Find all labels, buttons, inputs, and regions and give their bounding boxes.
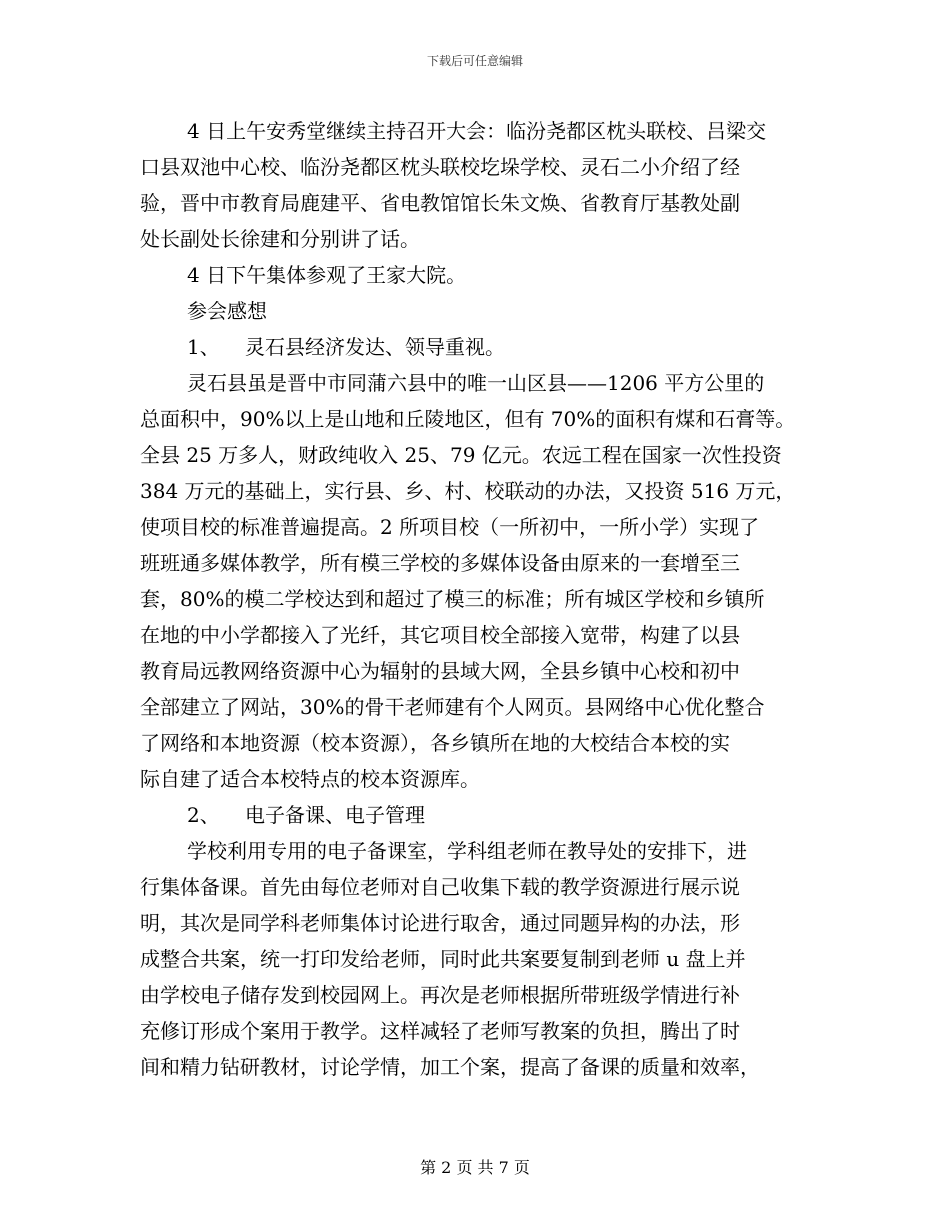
paragraph-line: 4 日上午安秀堂继续主持召开大会：临汾尧都区枕头联校、吕梁交 <box>187 119 767 143</box>
page-header: 下载后可任意编辑 <box>426 54 523 68</box>
paragraph-line: 口县双池中心校、临汾尧都区枕头联校圪垛学校、灵石二小介绍了经 <box>140 155 740 179</box>
paragraph-line: 行集体备课。首先由每位老师对自己收集下载的教学资源进行展示说 <box>140 875 740 899</box>
numbered-heading-1 <box>140 329 820 365</box>
paragraph-line: 4 日下午集体参观了王家大院。 <box>187 263 467 287</box>
paragraph-line: 学校利用专用的电子备课室，学科组老师在教导处的安排下，进 <box>187 839 747 863</box>
numbered-heading-2 <box>140 797 820 833</box>
paragraph-line: 在地的中小学都接入了光纤，其它项目校全部接入宽带，构建了以县 <box>140 623 740 647</box>
paragraph-line: 了网络和本地资源（校本资源），各乡镇所在地的大校结合本校的实 <box>140 731 730 755</box>
paragraph-line: 灵石县虽是晋中市同蒲六县中的唯一山区县——1206 平方公里的 <box>187 371 765 395</box>
paragraph-line: 充修订形成个案用于教学。这样减轻了老师写教案的负担，腾出了时 <box>140 1019 740 1043</box>
paragraph-line: 班班通多媒体教学，所有模三学校的多媒体设备由原来的一套增至三 <box>140 551 740 575</box>
paragraph-line: 教育局远教网络资源中心为辐射的县域大网，全县乡镇中心校和初中 <box>140 659 740 683</box>
document-body <box>140 113 820 1085</box>
paragraph-line: 处长副处长徐建和分别讲了话。 <box>140 227 420 251</box>
paragraph-line: 384 万元的基础上，实行县、乡、村、校联动的办法，又投资 516 万元， <box>140 479 796 503</box>
paragraph-line: 使项目校的标准普遍提高。2 所项目校（一所初中，一所小学）实现了 <box>140 515 760 539</box>
paragraph-line: 间和精力钻研教材，讨论学情，加工个案，提高了备课的质量和效率， <box>140 1055 760 1079</box>
list-number: 1、 <box>187 335 220 359</box>
paragraph-line: 全县 25 万多人，财政纯收入 25、79 亿元。农远工程在国家一次性投资 <box>140 443 782 467</box>
paragraph-line: 全部建立了网站，30%的骨干老师建有个人网页。县网络中心优化整合 <box>140 695 765 719</box>
paragraph-line: 明，其次是同学科老师集体讨论进行取舍，通过同题异构的办法，形 <box>140 911 740 935</box>
paragraph-line: 际自建了适合本校特点的校本资源库。 <box>140 767 480 791</box>
page-footer: 第 2 页 共 7 页 <box>420 1158 530 1177</box>
section-heading: 参会感想 <box>187 299 267 323</box>
paragraph-line: 套，80%的模二学校达到和超过了模三的标准；所有城区学校和乡镇所 <box>140 587 765 611</box>
list-number: 2、 <box>187 803 220 827</box>
list-heading-text: 电子备课、电子管理 <box>245 803 425 827</box>
paragraph-line: 成整合共案，统一打印发给老师，同时此共案要复制到老师 u 盘上并 <box>140 947 746 971</box>
list-heading-text: 灵石县经济发达、领导重视。 <box>245 335 505 359</box>
paragraph-line: 验，晋中市教育局鹿建平、省电教馆馆长朱文焕、省教育厅基教处副 <box>140 191 740 215</box>
paragraph-line: 由学校电子储存发到校园网上。再次是老师根据所带班级学情进行补 <box>140 983 740 1007</box>
paragraph-line: 总面积中，90%以上是山地和丘陵地区，但有 70%的面积有煤和石膏等。 <box>140 407 796 431</box>
